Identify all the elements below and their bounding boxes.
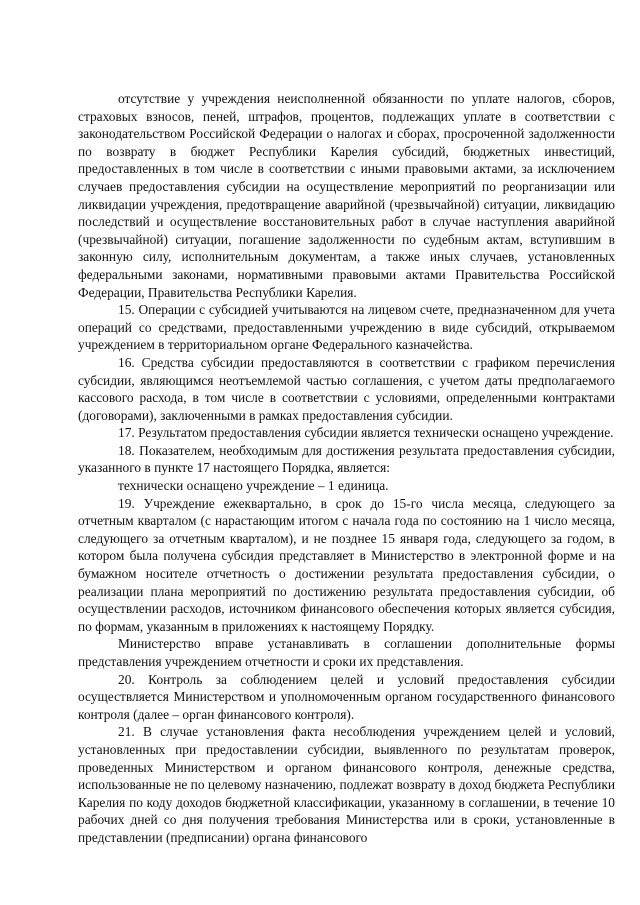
paragraph-16: 16. Средства субсидии предоставляются в соответствии с графиком перечисления субсидии, являющимся неотъемлемой частью соглашения, с учетом даты предполагаемого кассового расхода, в том числе в соответствии с условиями, определенными контрактами (договорами), заключенными в рамках предоставления субсидии. xyxy=(78,354,615,423)
paragraph-19: 19. Учреждение ежеквартально, в срок до 15-го числа месяца, следующего за отчетным кварталом (с нарастающим итогом с начала года по состоянию на 1 число месяца, следующего за отчетным кварталом), и не позднее 15 января года, следующего за годом, в котором была получена субсидия представляет в Министерство в электронной форме и на бумажном носителе отчетность о достижении результата предоставления субсидии, о реализации плана мероприятий по достижению результата предоставления субсидии, об осуществлении расходов, источником финансового обеспечения которых является субсидия, по формам, указанным в приложениях к настоящему Порядку. xyxy=(78,495,615,634)
paragraph-15: 15. Операции с субсидией учитываются на лицевом счете, предназначенном для учета операций со средствами, предоставленными учреждению в виде субсидий, открываемом учреждением в территориальном органе Федерального казначейства. xyxy=(78,302,615,353)
paragraph-21: 21. В случае установления факта несоблюдения учреждением целей и условий, установленных при предоставлении субсидии, выявленного по результатам проверок, проведенных Министерством и органом финансового контроля, денежные средства, использованные не по целевому назначению, подлежат возврату в доход бюджета Республики Карелия по коду доходов бюджетной классификации, указанному в соглашении, в течение 10 рабочих дней со дня получения требования Министерства или в сроки, установленные в представлении (предписании) органа финансового xyxy=(78,724,615,845)
document-page xyxy=(78,90,615,847)
paragraph-18: 18. Показателем, необходимым для достижения результата предоставления субсидии, указанного в пункте 17 настоящего Порядка, является: xyxy=(78,442,615,476)
paragraph-19-ministry: Министерство вправе устанавливать в соглашении дополнительные формы представления учреждением отчетности и сроки их представления. xyxy=(78,636,615,669)
paragraph-17: 17. Результатом предоставления субсидии является технически оснащено учреждение. xyxy=(118,425,614,441)
paragraph-18-indicator: технически оснащено учреждение – 1 единица. xyxy=(118,478,389,494)
paragraph-debt-absence: отсутствие у учреждения неисполненной обязанности по уплате налогов, сборов, страховых взносов, пеней, штрафов, процентов, подлежащих уплате в соответствии с законодательством Российской Федерации о налогах и сборах, просроченной задолженности по возврату в бюджет Республики Карелия субсидий, бюджетных инвестиций, предоставленных в том числе в соответствии с иными правовыми актами, за исключением случаев предоставления субсидии на осуществление мероприятий по реорганизации или ликвидации учреждения, предотвращение аварийной (чрезвычайной) ситуации, ликвидацию последствий и осуществление восстановительных работ в случае наступления аварийной (чрезвычайной) ситуации, погашение задолженности по судебным актам, вступившим в законную силу, исполнительным документам, а также иных случаев, установленных федеральными законами, нормативными правовыми актами Правительства Российской Федерации, Правительства Республики Карелия. xyxy=(78,91,615,300)
paragraph-20: 20. Контроль за соблюдением целей и условий предоставления субсидии осуществляется Министерством и уполномоченным органом государственного финансового контроля (далее – орган финансового контроля). xyxy=(78,671,615,722)
